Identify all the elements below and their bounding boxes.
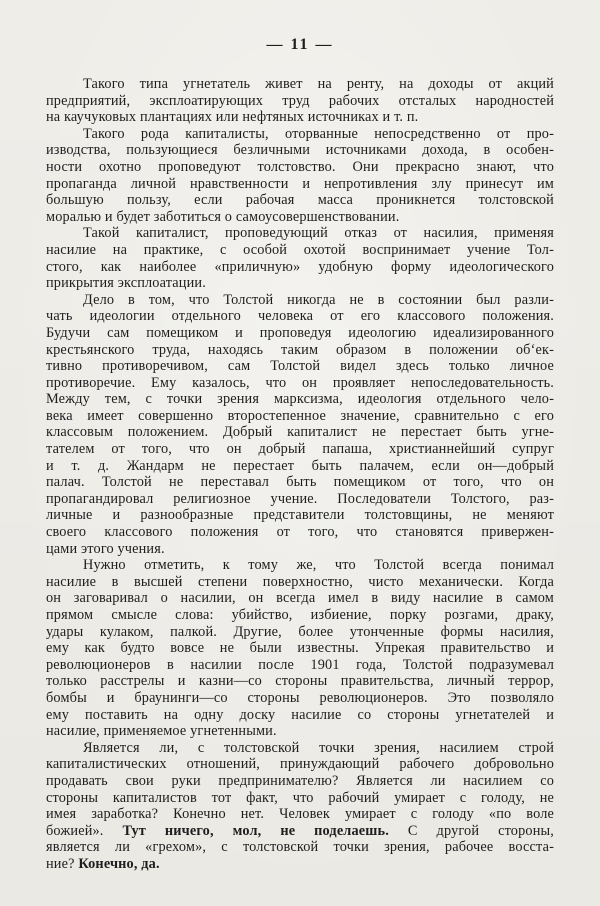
text-segment: тивно противоречивом, сам Толстой видел здесь только личное — [46, 358, 554, 375]
text-line — [46, 624, 554, 641]
paragraph — [46, 740, 554, 873]
text-segment: чать идеологии отдельного человека от его классового положения. — [46, 308, 554, 325]
text-segment: и т. д. Жандарм не перестает быть палачем, если он—добрый — [46, 457, 554, 474]
text-line — [46, 275, 554, 292]
text-line — [46, 773, 554, 790]
text-segment: прямом смысле слова: убийство, избиение, порку розгами, драку, — [46, 607, 554, 623]
text-line — [46, 474, 554, 491]
text-segment: изводства, пользующиеся безличными источниками дохода, в особен- — [46, 142, 554, 159]
text-line — [46, 707, 554, 724]
text-segment: насилие, применяемое угнетенными. — [46, 723, 277, 740]
text-line — [46, 192, 554, 209]
text-line — [46, 574, 554, 591]
page-text — [46, 76, 554, 873]
text-line — [46, 391, 554, 408]
text-line — [46, 93, 554, 110]
bold-text: Конечно, да. — [78, 855, 160, 872]
text-segment: палач. Толстой не переставал быть помещиком от того, что он — [46, 474, 554, 491]
text-line — [46, 225, 554, 242]
paragraph — [46, 225, 554, 291]
text-line — [46, 640, 554, 657]
text-segment: ности охотно проповедуют толстовство. Они прекрасно знают, что — [46, 158, 554, 175]
text-segment: ему как будто вовсе не были известны. Упрекая правительство и — [46, 640, 554, 657]
text-line — [46, 358, 554, 375]
text-segment: тателем от того, что он добрый папаша, христианнейший супруг — [46, 441, 554, 458]
text-line — [46, 126, 554, 143]
text-segment: капиталистических отношений, принуждающий рабочего добровольно — [46, 756, 554, 773]
text-segment: пропагандировал религиозное учение. Последователи Толстого, раз- — [46, 490, 554, 507]
paragraph — [46, 557, 554, 740]
text-segment: ние? — [46, 855, 79, 872]
text-line — [46, 242, 554, 259]
text-segment: противоречие. Ему казалось, что он проявляет непоследовательность. — [46, 374, 554, 391]
text-line — [46, 342, 554, 359]
bold-text: Тут ничего, мол, не поделаешь. — [122, 822, 389, 839]
text-line — [46, 424, 554, 441]
text-line — [46, 142, 554, 159]
page-number-header: — 11 — — [266, 36, 334, 53]
text-line — [46, 76, 554, 93]
text-segment: удары кулаком, палкой. Другие, более утонченные формы насилия, — [46, 623, 554, 640]
text-segment: является ли «грехом», с толстовской точки зрения, рабочее восста- — [46, 839, 554, 856]
text-line — [46, 375, 554, 392]
text-line — [46, 790, 554, 807]
text-line — [46, 441, 554, 458]
text-segment: предприятий, эксплоатирующих труд рабочих отсталых народностей — [46, 92, 554, 109]
text-segment: стого, как наиболее «приличную» удобную форму идеологического — [46, 258, 554, 275]
text-line — [46, 541, 554, 558]
text-segment: моралью и будет заботиться о самоусовершенствовании. — [46, 208, 400, 225]
text-segment: насилие на практике, с особой охотой воспринимает учение Тол- — [46, 241, 554, 258]
text-segment: стороны капиталистов тот факт, что рабочий умирает с голоду, не — [46, 789, 554, 806]
text-line — [46, 673, 554, 690]
text-line — [46, 109, 554, 126]
text-line — [46, 308, 554, 325]
text-line — [46, 458, 554, 475]
text-line — [46, 507, 554, 524]
text-segment: Между тем, с точки зрения марксизма, идеология отдельного чело- — [46, 391, 554, 408]
text-line — [46, 723, 554, 740]
text-line — [46, 159, 554, 176]
paragraph — [46, 126, 554, 226]
text-line — [46, 491, 554, 508]
text-line — [46, 740, 554, 757]
text-segment: Нужно отметить, к тому же, что Толстой всегда понимал — [83, 557, 554, 574]
text-segment: Является ли, с толстовской точки зрения, насилием строй — [83, 739, 554, 756]
text-line — [46, 607, 554, 624]
text-line — [46, 657, 554, 674]
text-line — [46, 325, 554, 342]
text-segment: продавать свои руки предпринимателю? Является ли насилием со — [46, 772, 554, 789]
text-line — [46, 524, 554, 541]
text-line — [46, 557, 554, 574]
text-segment: революционеров в насилии после 1901 года, Толстой подразумевал — [46, 656, 554, 673]
text-line — [46, 856, 554, 873]
paragraph — [46, 76, 554, 126]
text-segment: только расстрелы и казни—со стороны правительства, личный террор, — [46, 673, 554, 690]
text-line — [46, 408, 554, 425]
text-segment: ему поставить на одну доску насилие со стороны угнетателей и — [46, 706, 554, 723]
text-segment: С другой стороны, — [388, 822, 554, 839]
text-line — [46, 292, 554, 309]
text-segment: насилие в высшей степени поверхностно, чисто механически. Когда — [46, 573, 554, 590]
text-line — [46, 823, 554, 840]
text-segment: крестьянского труда, находясь таким образом в положении об‘ек- — [46, 341, 554, 358]
text-line — [46, 176, 554, 193]
text-segment: Дело в том, что Толстой никогда не в состоянии был разли- — [83, 291, 554, 308]
text-segment: пропаганда личной нравственности и непротивления злу принесут им — [46, 175, 554, 192]
text-segment: большую пользу, если рабочая масса проникнется толстовской — [46, 192, 554, 209]
text-segment: Такой капиталист, проповедующий отказ от насилия, применяя — [83, 225, 554, 242]
text-segment: имея заработка? Конечно нет. Человек умирает с голоду «по воле — [46, 806, 554, 823]
text-segment: бомбы и браунинги—со стороны революционеров. Это позволяло — [46, 689, 554, 706]
text-segment: классовым положением. Добрый капиталист не перестает быть угне- — [46, 424, 554, 441]
text-segment: цами этого учения. — [46, 540, 165, 557]
paragraph — [46, 292, 554, 558]
text-segment: Такого типа угнетатель живет на ренту, на доходы от акций — [83, 76, 554, 92]
text-segment: он заговаривал о насилии, он всегда имел в виду насилие в самом — [46, 590, 554, 607]
text-line — [46, 806, 554, 823]
text-line — [46, 590, 554, 607]
text-line — [46, 756, 554, 773]
text-line — [46, 690, 554, 707]
text-segment: века имеет совершенно второстепенное значение, сравнительно с его — [46, 407, 554, 424]
text-segment: божией». — [46, 822, 123, 839]
text-segment: Такого рода капиталисты, оторванные непосредственно от про- — [83, 125, 554, 142]
text-segment: на каучуковых плантациях или нефтяных источниках и т. п. — [46, 109, 419, 126]
text-line — [46, 209, 554, 226]
text-segment: своего классового положения от того, что становятся привержен- — [46, 524, 554, 541]
text-segment: прикрытия эксплоатации. — [46, 275, 206, 292]
text-line — [46, 259, 554, 276]
text-segment: Будучи сам помещиком и проповедуя идеологию идеализированного — [46, 324, 554, 341]
text-line — [46, 839, 554, 856]
text-segment: личные и разнообразные представители толстовщины, не меняют — [46, 507, 554, 524]
